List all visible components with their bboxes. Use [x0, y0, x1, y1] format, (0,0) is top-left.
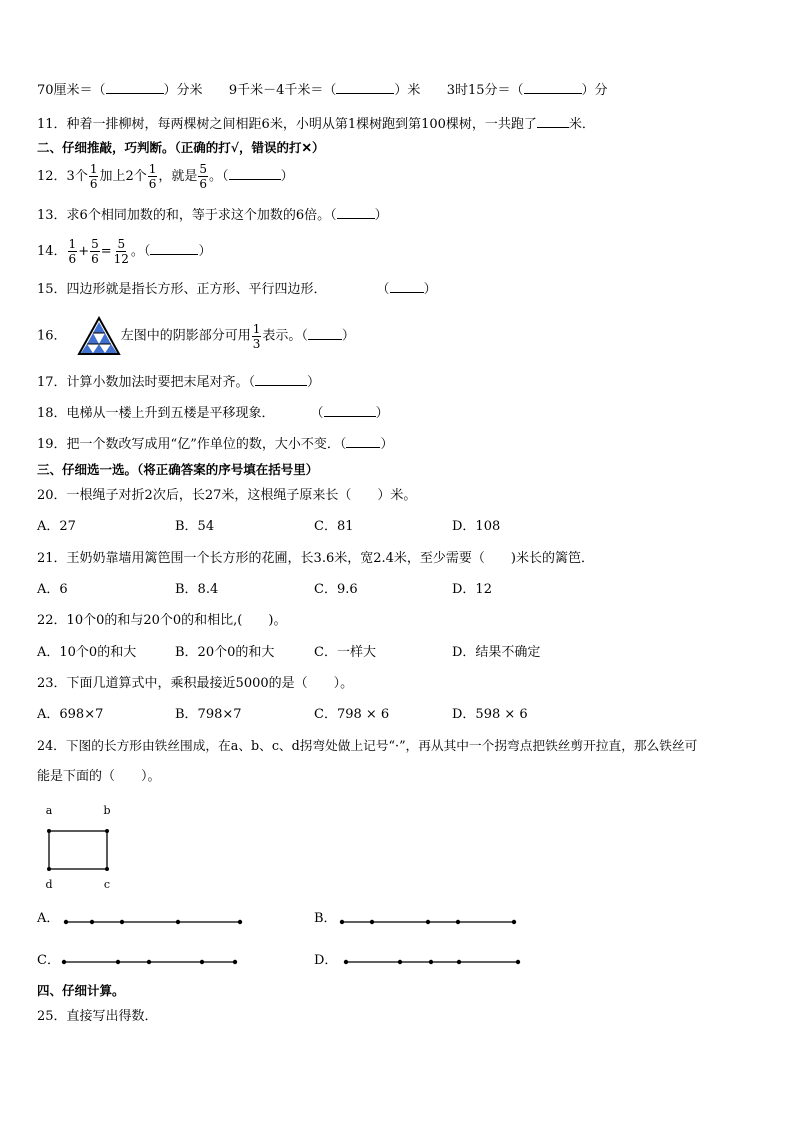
option-c[interactable]: C．9.6	[314, 582, 358, 597]
fraction: $\frac{1}{6}$	[89, 162, 98, 191]
answer-blank[interactable]	[308, 327, 342, 340]
option-a[interactable]: A．6	[37, 582, 68, 597]
fraction: $\frac{5}{6}$	[91, 237, 99, 266]
conversion-line: 70厘米＝（ ）分米 9千米－4千米＝（ ）米 3时15分＝（ ）分	[37, 83, 608, 98]
option-b[interactable]: B．54	[175, 519, 215, 534]
answer-blank[interactable]	[255, 373, 307, 386]
option-c[interactable]: C．798 × 6	[314, 707, 390, 722]
answer-blank[interactable]	[390, 280, 424, 293]
option-b[interactable]: B．20个0的和大	[175, 645, 275, 660]
answer-blank[interactable]	[150, 242, 198, 255]
option-d[interactable]: D．12	[452, 582, 492, 597]
option-c[interactable]: C．81	[314, 519, 354, 534]
wire-line-b	[338, 915, 523, 929]
question-24-line2: 能是下面的（ ）。	[37, 769, 161, 784]
answer-blank[interactable]	[524, 81, 582, 94]
option-a[interactable]: A．	[37, 911, 60, 926]
answer-blank[interactable]	[336, 81, 394, 94]
fraction: $\frac{1}{3}$	[252, 321, 261, 351]
option-b[interactable]: B．8.4	[175, 582, 219, 597]
option-c[interactable]: C．一样大	[314, 645, 376, 660]
question-12: 12．3个 $\frac{1}{6}$ 加上2个 $\frac{1}{6}$ ，就是 $\frac{5}{6}$ 。（ ）	[37, 162, 294, 191]
option-c[interactable]: C．	[37, 953, 60, 968]
question-23: 23．下面几道算式中，乘积最接近5000的是（ ）。	[37, 676, 354, 691]
answer-blank[interactable]	[106, 81, 164, 94]
fraction: $\frac{5}{12}$	[113, 237, 129, 266]
corner-b: b	[103, 804, 111, 817]
fraction: $\frac{1}{6}$	[68, 237, 77, 266]
section-4-heading: 四、仔细计算。	[37, 983, 125, 998]
question-25: 25．直接写出得数．	[37, 1009, 158, 1024]
wire-line-a	[62, 915, 247, 929]
option-d[interactable]: D．	[314, 953, 338, 968]
answer-blank[interactable]	[229, 167, 281, 180]
section-2-heading: 二、仔细推敲，巧判断。（正确的打√，错误的打✕）	[37, 140, 325, 155]
question-11: 11．种着一排柳树，每两棵树之间相距6米，小明从第1棵树跑到第100棵树，一共跑了 米．	[37, 117, 595, 132]
rectangle-figure	[40, 800, 120, 895]
fraction: $\frac{1}{6}$	[148, 162, 157, 191]
question-17: 17．计算小数加法时要把末尾对齐。（ ）	[37, 375, 321, 390]
question-21: 21．王奶奶靠墙用篱笆围一个长方形的花圃，长3.6米，宽2.4米，至少需要（ )米长的篱笆．	[37, 551, 594, 566]
answer-blank[interactable]	[337, 206, 375, 219]
option-d[interactable]: D．598 × 6	[452, 707, 528, 722]
corner-c: c	[103, 878, 111, 891]
question-24-line1: 24．下图的长方形由铁丝围成，在a、b、c、d拐弯处做上记号“·”，再从其中一个拐弯点把铁丝剪开拉直，那么铁丝可	[37, 738, 698, 753]
wire-line-c	[60, 955, 245, 969]
answer-blank[interactable]	[537, 115, 569, 128]
option-b[interactable]: B．	[314, 911, 337, 926]
corner-d: d	[45, 878, 53, 891]
answer-blank[interactable]	[324, 404, 376, 417]
question-20: 20．一根绳子对折2次后，长27米，这根绳子原来长（ ）米。	[37, 488, 417, 503]
q-9km: 9千米－4千米＝（	[228, 83, 337, 98]
question-15: 15．四边形就是指长方形、正方形、平行四边形． （ ）	[37, 282, 437, 297]
option-a[interactable]: A．698×7	[37, 707, 104, 722]
option-d[interactable]: D．结果不确定	[452, 645, 541, 660]
option-b[interactable]: B．798×7	[175, 707, 242, 722]
fraction: $\frac{5}{6}$	[199, 162, 208, 191]
option-d[interactable]: D．108	[452, 519, 501, 534]
question-16: 16． 左图中的阴影部分可用 $\frac{1}{3}$ 表示。（ ）	[37, 316, 355, 357]
question-18: 18．电梯从一楼上升到五楼是平移现象． （ ）	[37, 406, 389, 421]
corner-a: a	[45, 804, 53, 817]
option-a[interactable]: A．27	[37, 519, 76, 534]
q-70cm: 70厘米＝（	[37, 83, 106, 98]
triangle-figure	[77, 316, 121, 356]
question-13: 13．求6个相同加数的和，等于求这个加数的6倍。（ ）	[37, 208, 388, 223]
option-a[interactable]: A．10个0的和大	[37, 645, 137, 660]
wire-line-d	[342, 955, 527, 969]
answer-blank[interactable]	[346, 435, 380, 448]
q-3h15m: 3时15分＝（	[446, 83, 524, 98]
question-19: 19．把一个数改写成用“亿”作单位的数，大小不变．（ ）	[37, 437, 394, 452]
question-14: 14． $\frac{1}{6}$ + $\frac{5}{6}$ = $\frac{5}{12}$ 。（ ）	[37, 237, 212, 266]
section-3-heading: 三、仔细选一选。（将正确答案的序号填在括号里）	[37, 462, 319, 477]
question-22: 22．10个0的和与20个0的和相比,( )。	[37, 613, 287, 628]
